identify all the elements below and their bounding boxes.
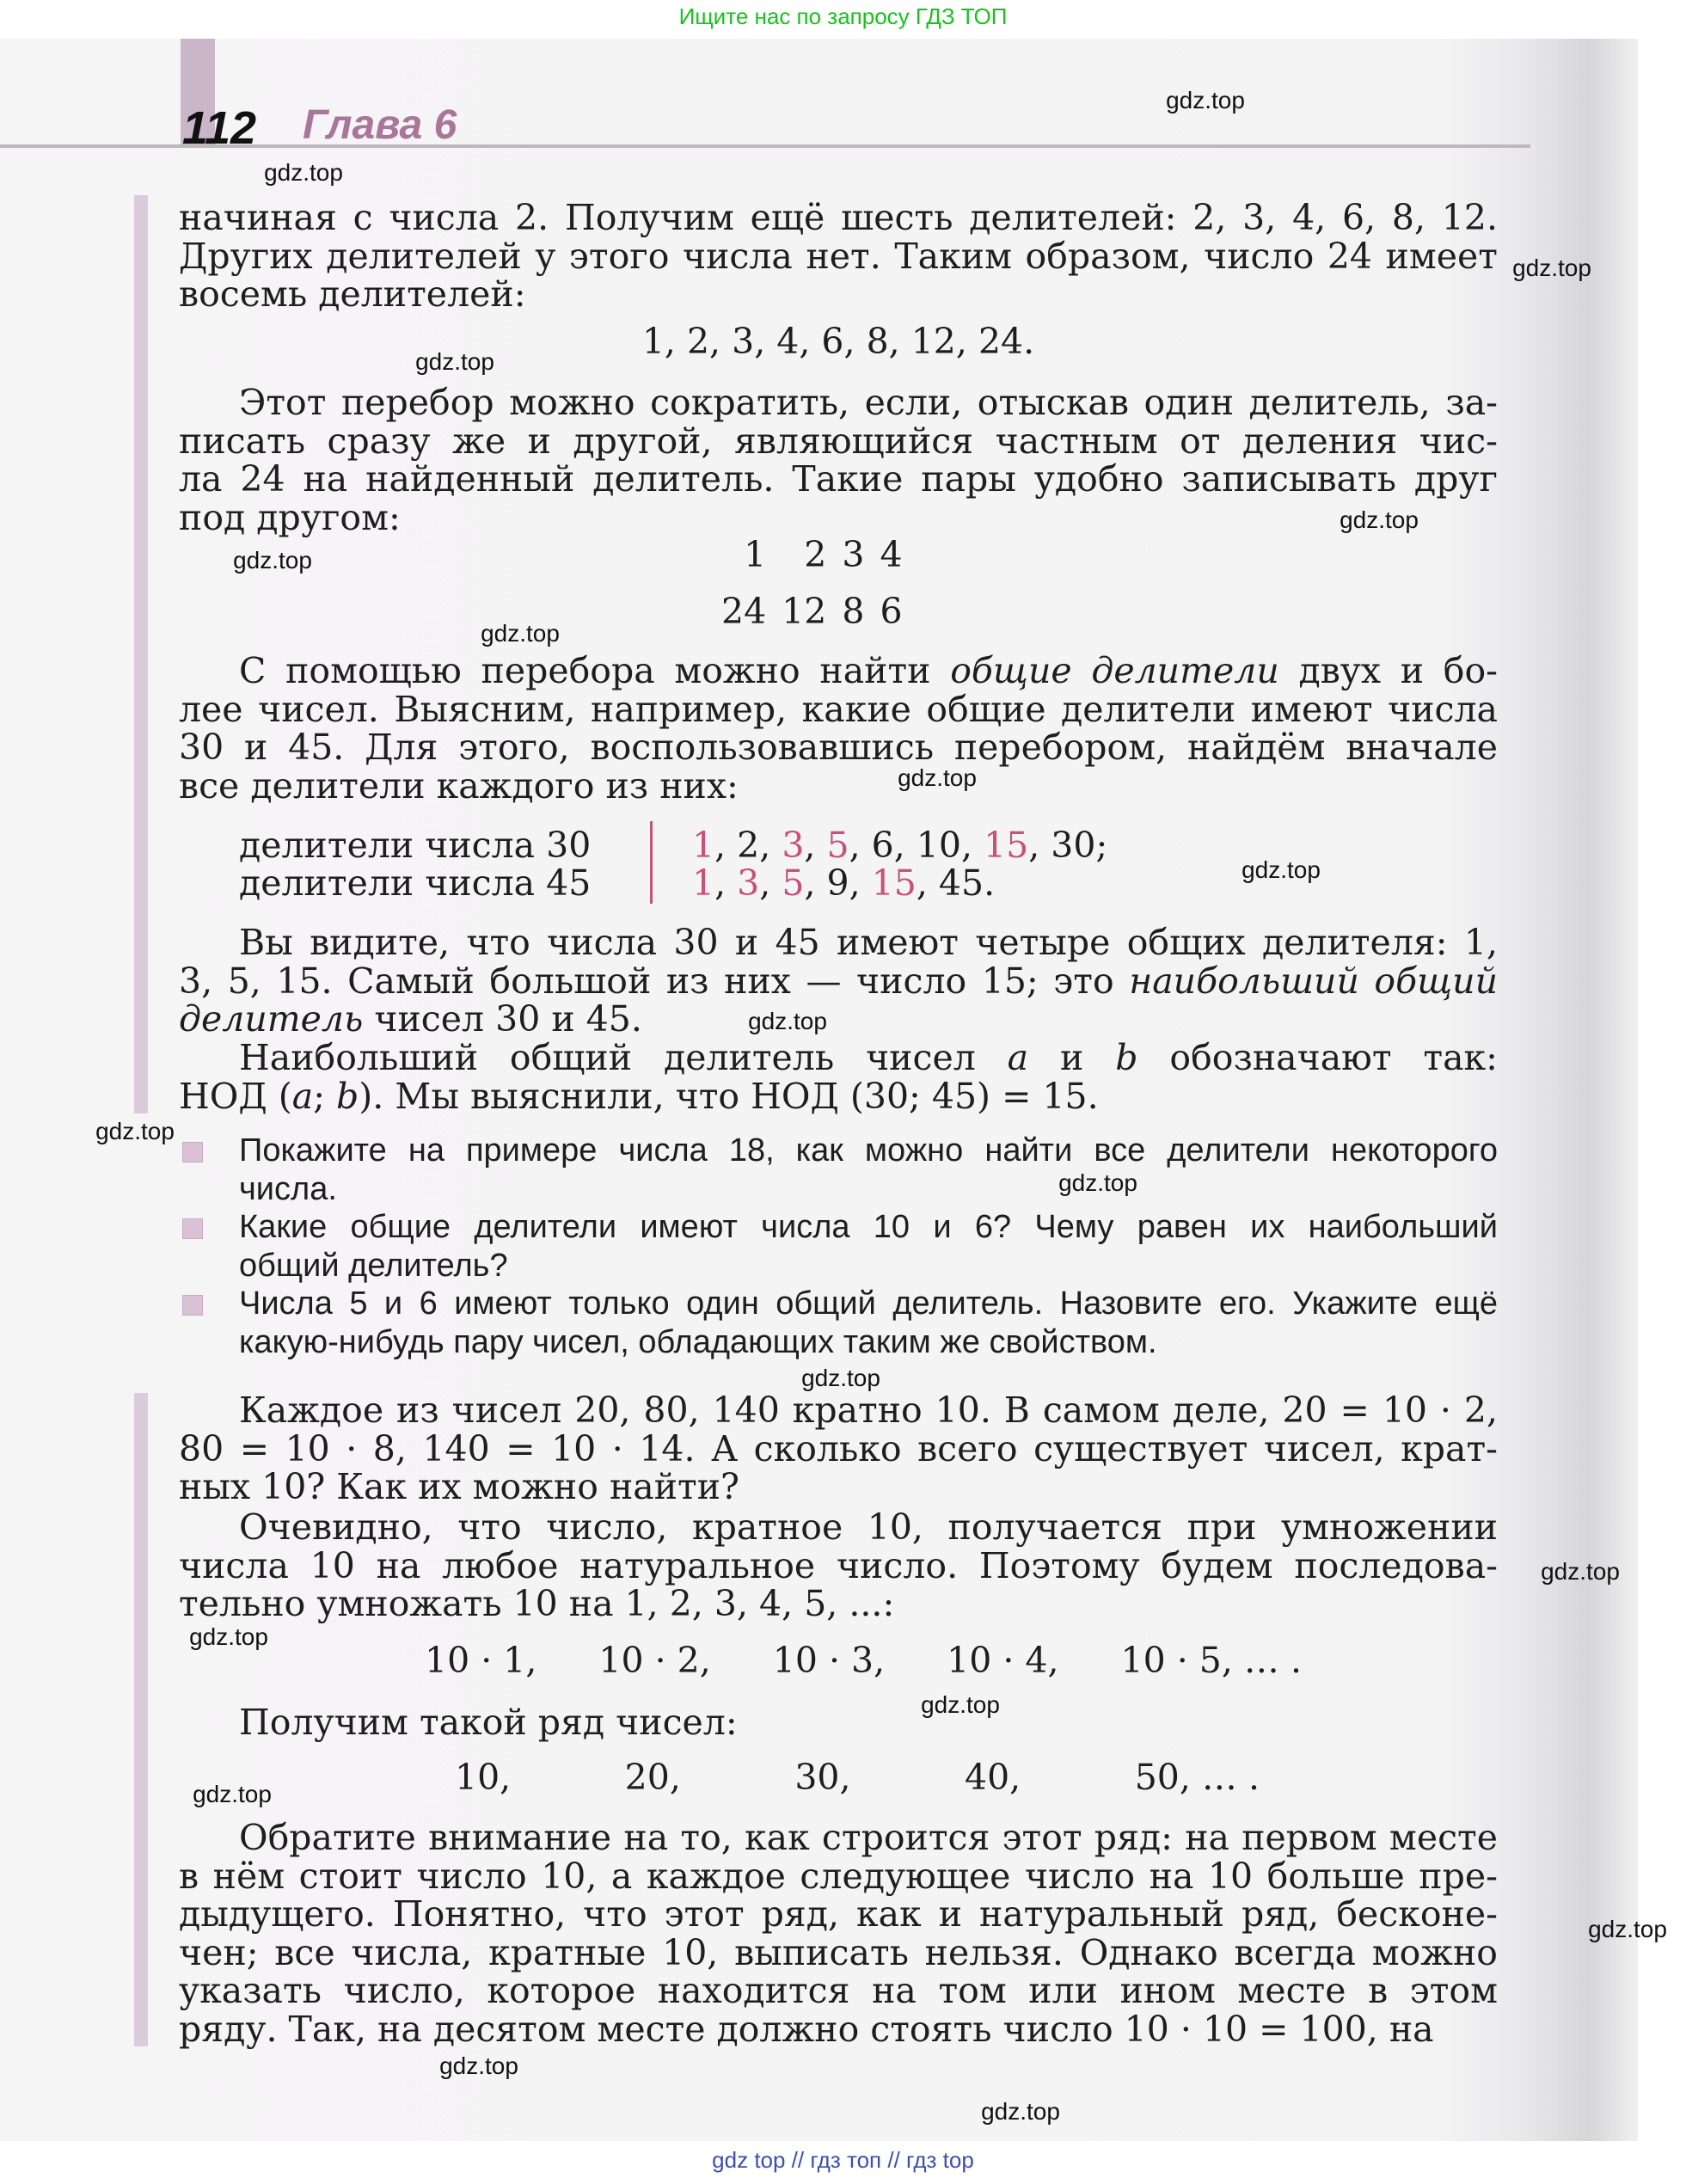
text-run: и — [1028, 1037, 1116, 1078]
text-run: ; — [313, 1075, 337, 1117]
text-run: чен; все числа, кратные 10, выписать нельзя. Однако всегда можно — [179, 1931, 1498, 1973]
common-divisor: 3 — [782, 825, 805, 866]
paragraph-7 — [179, 1508, 1498, 1623]
paragraph-6 — [179, 1391, 1498, 1506]
text-line — [179, 1931, 1498, 1973]
watermark: gdz.top — [1340, 506, 1419, 533]
text-line — [179, 1857, 1498, 1896]
text-line — [179, 1819, 1498, 1857]
text-run: Какие общие делители имеют числа 10 и 6? Чему равен их наибольший — [239, 1209, 1498, 1245]
pair-cell: 6 — [880, 591, 903, 632]
text-line — [179, 690, 1498, 729]
text-run: , 30; — [1028, 825, 1108, 866]
paragraph-9 — [179, 1819, 1498, 2048]
question-2 — [239, 1208, 1498, 1285]
text-run: начиная с числа 2. Получим ещё шесть делителей: 2, 3, 4, 6, 8, 12. — [179, 197, 1498, 238]
text-run: числа 10 на любое натуральное число. Поэтому будем последова- — [179, 1544, 1498, 1586]
text-line — [179, 1468, 1498, 1506]
text-run: ). Мы выяснили, что НОД (30; 45) = 15. — [359, 1075, 1099, 1117]
text-run: Других делителей у этого числа нет. Таким образом, число 24 имеет — [179, 235, 1498, 277]
text-line — [179, 237, 1498, 276]
pair-cell: 24 — [721, 591, 767, 632]
text-line — [179, 962, 1498, 1001]
common-divisor: 5 — [782, 862, 805, 904]
text-line — [239, 1285, 1498, 1323]
watermark: gdz.top — [1588, 1916, 1667, 1942]
text-run: двух и бо- — [1278, 650, 1498, 691]
text-run: 80 = 10 · 8, 140 = 10 · 14. А сколько всего существует чисел, крат- — [179, 1427, 1498, 1469]
divisors-45-label: делители числа 45 — [239, 862, 592, 904]
text-run: писать сразу же и другой, являющийся частным от деления чис- — [179, 420, 1498, 462]
text-line — [179, 1077, 1498, 1116]
text-run: Очевидно, что число, кратное 10, получается при умножении — [239, 1506, 1498, 1548]
question-marker-icon — [182, 1295, 203, 1316]
watermark: gdz.top — [1541, 1558, 1620, 1585]
watermark: gdz.top — [801, 1365, 880, 1391]
text-run: указать число, которое находится на том или ином месте в этом — [179, 1970, 1498, 2011]
series-item: 10 · 4, — [947, 1640, 1059, 1681]
series-item: 20, — [624, 1757, 681, 1798]
italic-term: наибольший общий — [1129, 960, 1498, 1002]
series-item: 30, — [794, 1757, 851, 1798]
italic-term: b — [1115, 1037, 1138, 1078]
text-run: числа. — [239, 1171, 337, 1207]
question-marker-icon — [182, 1142, 203, 1163]
pairs-top-row — [714, 526, 910, 583]
italic-term: b — [336, 1075, 359, 1117]
text-run: восемь делителей: — [179, 273, 526, 315]
text-line — [179, 764, 1498, 807]
watermark: gdz.top — [921, 1691, 1000, 1718]
text-line — [239, 1323, 1498, 1362]
common-divisor: 5 — [826, 825, 849, 866]
paragraph-2 — [179, 383, 1498, 537]
text-run: под другом: — [179, 496, 401, 538]
italic-term: a — [291, 1075, 314, 1117]
pair-cell: 4 — [880, 534, 903, 575]
text-line — [179, 1585, 1498, 1623]
text-run: ных 10? Как их можно найти? — [179, 1466, 740, 1507]
text-run: Каждое из чисел 20, 80, 140 кратно 10. В самом деле, 20 = 10 · 2, — [239, 1390, 1498, 1431]
text-line — [179, 422, 1498, 461]
pair-cell: 2 — [804, 534, 827, 575]
pair-cell: 12 — [782, 591, 827, 632]
chapter-title: Глава 6 — [303, 102, 457, 148]
pair-cell: 3 — [842, 534, 865, 575]
text-run: в нём стоит число 10, а каждое следующее число на 10 больше пре- — [179, 1855, 1498, 1897]
paragraph-8 — [179, 1703, 1498, 1742]
text-line — [179, 1000, 1498, 1039]
paragraph-5 — [179, 1039, 1498, 1115]
watermark: gdz.top — [415, 348, 494, 375]
series-item: 10, — [455, 1757, 512, 1798]
common-divisor: 3 — [737, 862, 760, 904]
series-item: 10 · 1, — [425, 1640, 537, 1681]
text-line — [179, 383, 1498, 422]
multiples-series — [455, 1757, 1260, 1798]
text-run: ла 24 на найденный делитель. Такие пары удобно записывать друг — [179, 458, 1498, 500]
question-1 — [239, 1132, 1498, 1209]
text-run: 30 и 45. Для этого, воспользовавшись перебором, найдём вначале — [179, 727, 1498, 768]
divisors-30-values — [692, 826, 1107, 864]
text-line — [179, 460, 1498, 499]
watermark: gdz.top — [898, 764, 977, 791]
footer-links: gdz top // гдз топ // гдз top — [712, 2147, 974, 2173]
text-run: Обратите внимание на то, как строится этот ряд: на первом месте — [239, 1817, 1498, 1858]
text-line — [179, 1703, 1498, 1742]
text-line — [179, 923, 1498, 962]
text-line — [179, 1895, 1498, 1934]
text-line — [179, 1544, 1498, 1586]
divisors-30-label: делители числа 30 — [239, 825, 592, 866]
watermark: gdz.top — [1512, 255, 1591, 281]
watermark: gdz.top — [264, 159, 343, 186]
text-run: Вы видите, что числа 30 и 45 имеют четыре общих делителя: 1, — [239, 922, 1498, 963]
divisors-45-values — [692, 864, 995, 902]
series-item: 10 · 3, — [772, 1640, 886, 1681]
page-number: 112 — [182, 102, 257, 154]
divisors-of-24: 1, 2, 3, 4, 6, 8, 12, 24. — [641, 321, 1035, 362]
text-run: , — [714, 862, 738, 904]
watermark: gdz.top — [481, 620, 560, 647]
divider-line — [650, 821, 653, 904]
text-line — [179, 652, 1498, 690]
series-item: 10 · 2, — [598, 1640, 711, 1681]
text-run: , 6, 10, — [849, 825, 984, 866]
text-run: Числа 5 и 6 имеют только один общий делитель. Назовите его. Укажите ещё — [239, 1285, 1498, 1322]
text-run: Покажите на примере числа 18, как можно найти все делители некоторого — [239, 1132, 1498, 1169]
paragraph-4 — [179, 923, 1498, 1039]
paragraph-1 — [179, 199, 1498, 314]
text-run: Этот перебор можно сократить, если, отыскав один делитель, за- — [239, 382, 1498, 423]
common-divisor: 1 — [692, 825, 715, 866]
text-run: , — [804, 825, 827, 866]
text-line — [239, 1208, 1498, 1247]
series-item: 40, — [965, 1757, 1021, 1798]
section-bar — [134, 1393, 148, 2046]
divisor-pairs — [714, 526, 910, 640]
text-run: какую-нибудь пару чисел, обладающих таким же свойством. — [239, 1324, 1157, 1360]
text-line — [179, 728, 1498, 767]
text-line — [179, 1427, 1498, 1469]
watermark: gdz.top — [1166, 87, 1245, 113]
text-run: , 2, — [714, 825, 782, 866]
question-3 — [239, 1285, 1498, 1362]
pair-cell: 8 — [842, 591, 865, 632]
text-run: С помощью перебора можно найти — [239, 650, 951, 691]
text-run: , 45. — [916, 862, 996, 904]
text-line — [239, 1132, 1498, 1170]
pairs-bottom-row — [714, 583, 910, 640]
text-run: тельно умножать 10 на 1, 2, 3, 4, 5, ...: — [179, 1583, 895, 1624]
text-run: все делители каждого из них: — [179, 764, 739, 807]
paragraph-3 — [179, 652, 1498, 805]
text-line — [179, 1972, 1498, 2010]
common-divisor: 15 — [871, 862, 917, 904]
text-line — [179, 1508, 1498, 1547]
watermark: gdz.top — [193, 1781, 272, 1807]
text-run: обозначают так: — [1137, 1037, 1498, 1078]
text-run: Наибольший общий делитель чисел — [239, 1037, 1008, 1078]
text-run: , 9, — [804, 862, 872, 904]
pair-cell: 1 — [744, 534, 767, 575]
watermark: gdz.top — [1242, 856, 1321, 883]
italic-term: делитель — [179, 998, 364, 1040]
multiples-expression-series — [425, 1640, 1302, 1681]
watermark: gdz.top — [1058, 1169, 1137, 1196]
series-item: 50, … . — [1134, 1757, 1260, 1798]
text-line — [179, 275, 1498, 314]
watermark: gdz.top — [95, 1118, 175, 1144]
italic-term: общие делители — [950, 650, 1279, 691]
text-run: 3, 5, 15. Самый большой из них — число 15; это — [179, 960, 1130, 1002]
text-line — [239, 1170, 1498, 1209]
text-line — [179, 1039, 1498, 1077]
watermark: gdz.top — [233, 547, 312, 574]
text-run: ряду. Так, на десятом месте должно стоять число 10 · 10 = 100, на — [179, 2008, 1434, 2050]
text-run: НОД ( — [179, 1075, 292, 1117]
section-bar — [134, 195, 148, 1113]
text-run: общий делитель? — [239, 1248, 508, 1284]
text-line — [179, 2010, 1498, 2049]
watermark: gdz.top — [981, 2098, 1060, 2125]
text-run: лее чисел. Выясним, например, какие общие делители имеют числа — [179, 688, 1498, 730]
common-divisor: 15 — [984, 825, 1029, 866]
watermark: gdz.top — [189, 1623, 268, 1650]
text-line — [239, 1247, 1498, 1285]
text-run: , — [759, 862, 782, 904]
series-item: 10 · 5, … . — [1120, 1640, 1302, 1681]
text-run: Получим такой ряд чисел: — [239, 1702, 738, 1743]
text-run: чисел 30 и 45. — [363, 998, 642, 1040]
common-divisor: 1 — [692, 862, 715, 904]
text-run: дыдущего. Понятно, что этот ряд, как и натуральный ряд, бесконе- — [179, 1893, 1498, 1935]
watermark: gdz.top — [439, 2052, 518, 2079]
search-banner: Ищите нас по запросу ГДЗ ТОП — [678, 3, 1008, 29]
question-marker-icon — [182, 1218, 203, 1239]
text-line — [179, 1391, 1498, 1430]
text-line — [179, 199, 1498, 237]
italic-term: a — [1007, 1037, 1029, 1078]
watermark: gdz.top — [748, 1008, 827, 1034]
